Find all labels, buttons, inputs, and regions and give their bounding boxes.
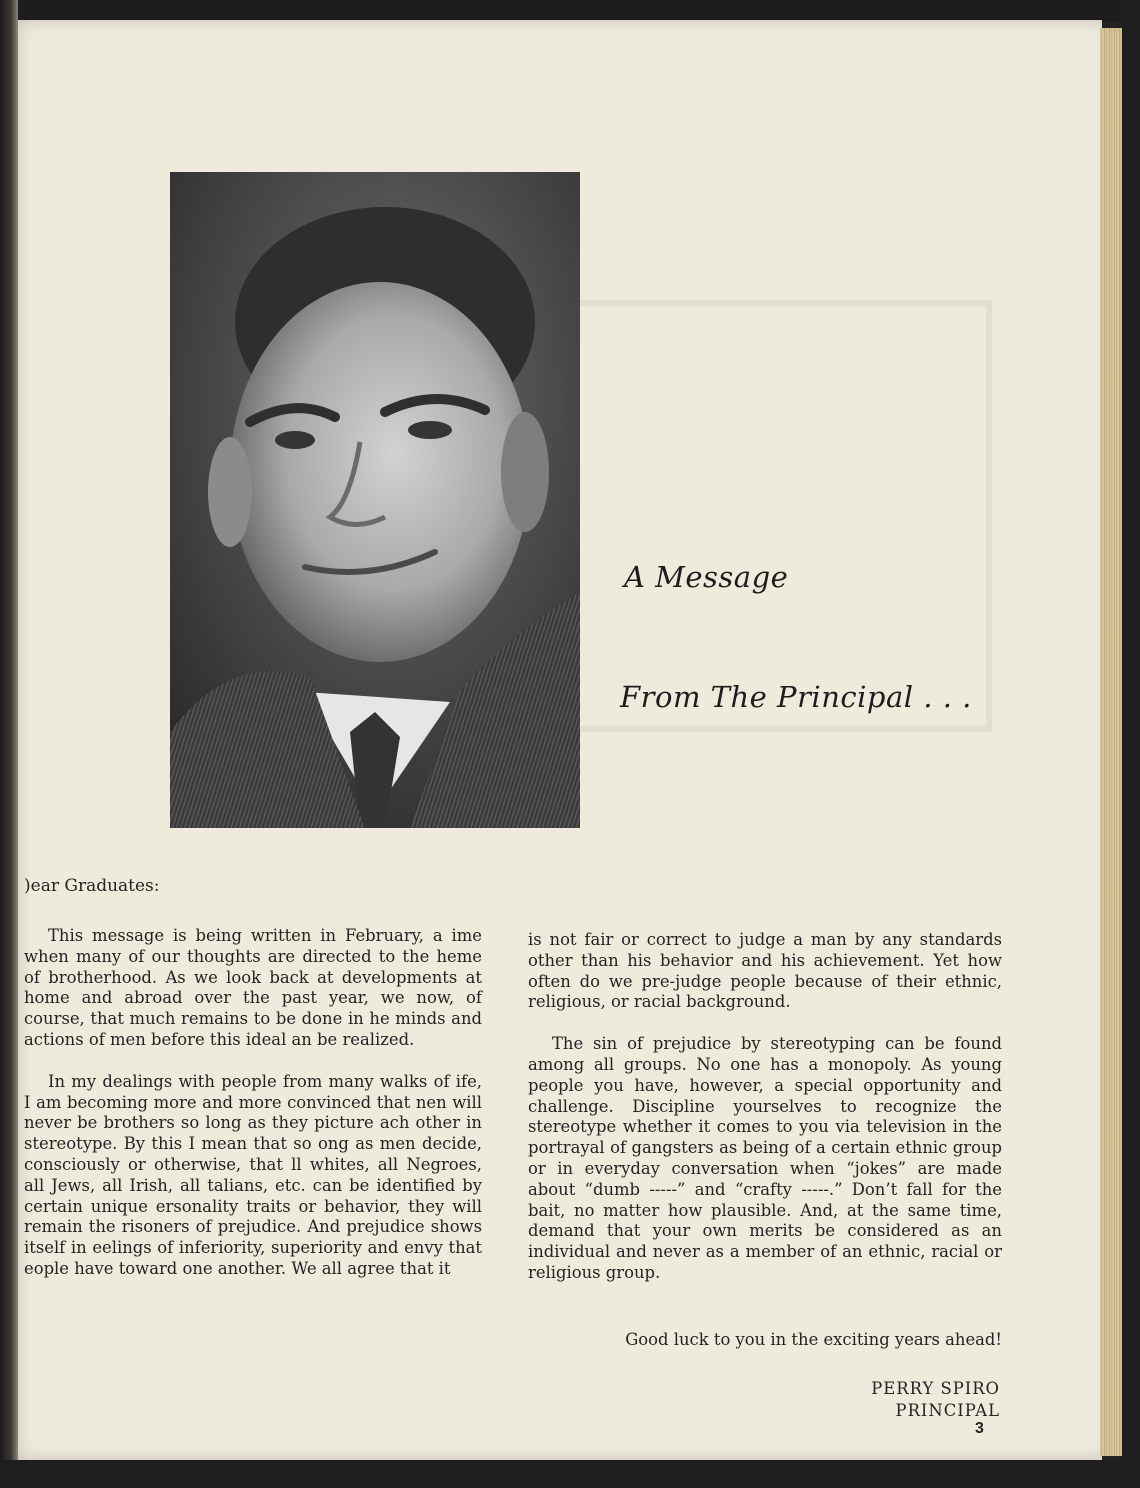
letter-paragraph: The sin of prejudice by stereotyping can be found among all groups. No one has a monopoly. As young people you have, however, a special opportunity and challenge. Discipline yourselves to recognize the stereotype whether it comes to you via television in the portrayal of gangsters as being of a certain ethnic group or in everyday conversation when “jokes” are made about “dumb -----” and “crafty -----.” Don’t fall for the bait, no matter how plausible. And, at the same time, demand that your own merits be considered as an individual and never as a member of an ethnic, racial or religious group. xyxy=(528,1034,1002,1282)
signature-name: PERRY SPIRO xyxy=(871,1379,1000,1398)
letter-salutation: )ear Graduates: xyxy=(24,876,160,896)
heading-from-the-principal: From The Principal . . . xyxy=(620,680,972,714)
letter-right-column xyxy=(528,930,1002,1305)
letter-paragraph: In my dealings with people from many walks of ife, I am becoming more and more convinced that nen will never be brothers so long as they picture ach other in stereotype. By this I mean that so ong as men decide, consciously or otherwise, that ll whites, all Negroes, all Jews, all Irish, all talians, etc. can be identified by certain unique ersonality traits or behavior, they will remain the risoners of prejudice. And prejudice shows itself in eelings of inferiority, superiority and envy that eople have toward one another. We all agree that it xyxy=(24,1071,482,1278)
book-edge-bottom xyxy=(0,1460,1140,1488)
letter-paragraph: is not fair or correct to judge a man by any standards other than his behavior and his achievement. Yet how often do we pre-judge people because of their ethnic, religious, or racial background. xyxy=(528,930,1002,1012)
binding-gutter xyxy=(0,0,18,1488)
book-cover-edge xyxy=(1122,0,1140,1488)
signature-block xyxy=(760,1378,1000,1422)
heading-a-message: A Message xyxy=(624,560,789,594)
reverse-side-bleed xyxy=(560,300,992,732)
signature-title: PRINCIPAL xyxy=(895,1401,1000,1420)
letter-closing: Good luck to you in the exciting years ahead! xyxy=(625,1330,1002,1349)
principal-portrait xyxy=(170,172,580,828)
page-number: 3 xyxy=(975,1420,984,1437)
page-edges xyxy=(1100,28,1122,1456)
book-edge-top xyxy=(0,0,1140,22)
letter-paragraph: This message is being written in February, a ime when many of our thoughts are directed to the heme of brotherhood. As we look back at developments at home and abroad over the past year, we now, of course, that much remains to be done in he minds and actions of men before this ideal an be realized. xyxy=(24,926,482,1049)
letter-left-column xyxy=(24,926,482,1301)
